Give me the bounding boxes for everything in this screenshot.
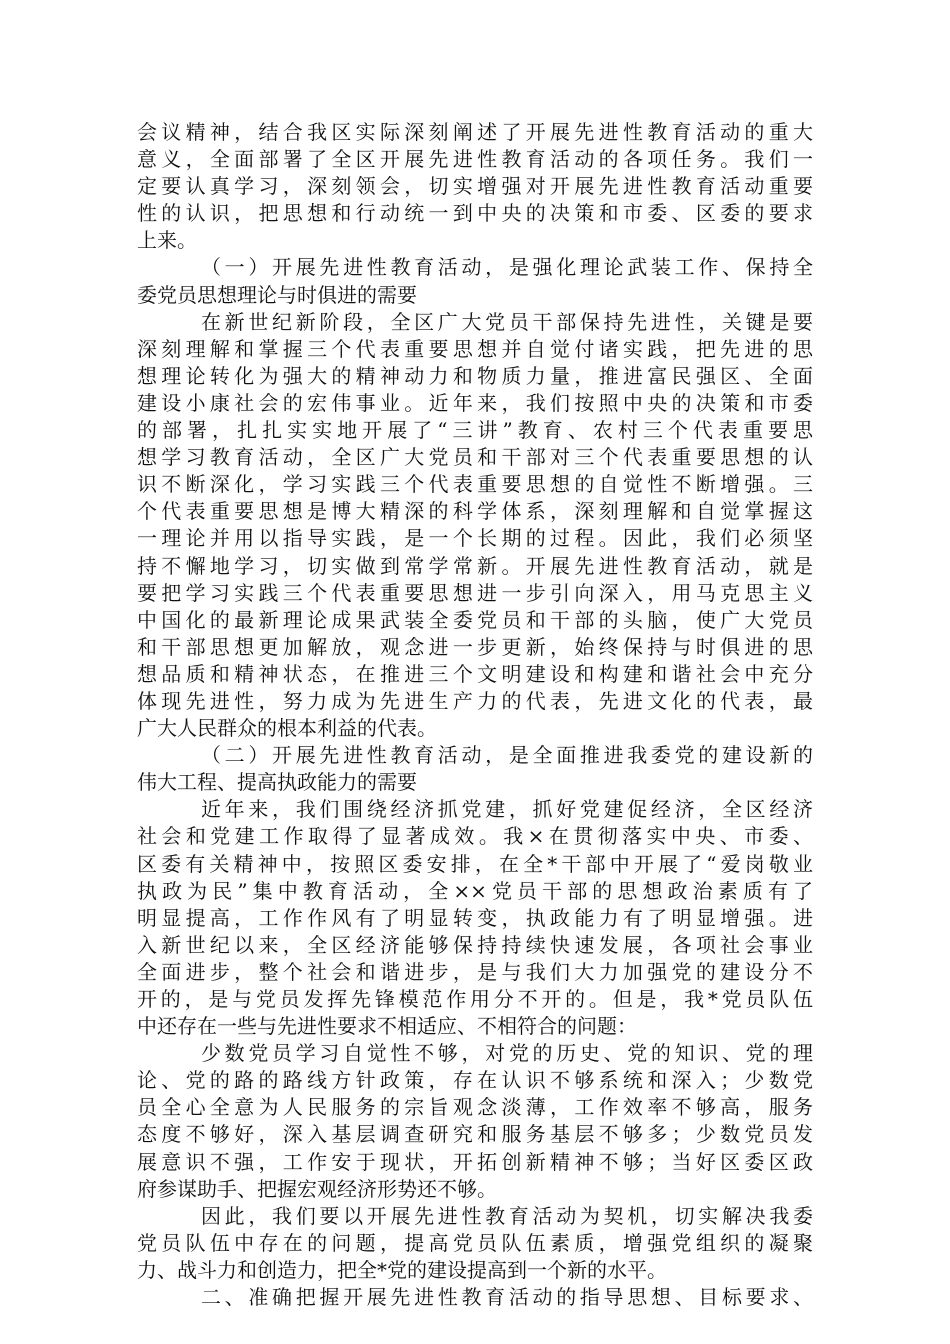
paragraph-first-line: 因此，我们要以开展先进性教育活动为契机，切实解决我委 [201, 1203, 813, 1228]
text-line: 性的认识，把思想和行动统一到中央的决策和市委、区委的要求 [137, 201, 813, 226]
section-heading-line: 伟大工程、提高执政能力的需要 [137, 770, 417, 795]
text-line: 中还存在一些与先进性要求不相适应、不相符合的问题： [137, 1014, 637, 1039]
text-line: 体现先进性，努力成为先进生产力的代表，先进文化的代表，最 [137, 688, 813, 713]
text-line: 明显提高，工作作风有了明显转变，执政能力有了明显增强。进 [137, 905, 813, 930]
text-line: 深刻理解和掌握三个代表重要思想并自觉付诸实践，把先进的思 [137, 336, 813, 361]
text-line: 意义，全面部署了全区开展先进性教育活动的各项任务。我们一 [137, 147, 813, 172]
text-line: 想学习教育活动，全区广大党员和干部对三个代表重要思想的认 [137, 445, 813, 470]
text-line: 和干部思想更加解放，观念进一步更新，始终保持与时俱进的思 [137, 634, 813, 659]
text-line: 建设小康社会的宏伟事业。近年来，我们按照中央的决策和市委 [137, 390, 813, 415]
text-line: 区委有关精神中，按照区委安排，在全*干部中开展了“爱岗敬业 [137, 851, 813, 876]
section-heading-line: 二、准确把握开展先进性教育活动的指导思想、目标要求、 [201, 1285, 813, 1310]
paragraph-first-line: 近年来，我们围绕经济抓党建，抓好党建促经济，全区经济 [201, 797, 813, 822]
section-heading-line: （一）开展先进性教育活动，是强化理论武装工作、保持全 [201, 255, 813, 280]
text-line: 会议精神，结合我区实际深刻阐述了开展先进性教育活动的重大 [137, 120, 813, 144]
text-line: 展意识不强，工作安于现状，开拓创新精神不够；当好区委区政 [137, 1149, 813, 1174]
text-line: 识不断深化，学习实践三个代表重要思想的自觉性不断增强。三 [137, 472, 813, 497]
text-line: 定要认真学习，深刻领会，切实增强对开展先进性教育活动重要 [137, 174, 813, 199]
section-heading-line: （二）开展先进性教育活动，是全面推进我委党的建设新的 [201, 743, 813, 768]
text-line: 党员队伍中存在的问题，提高党员队伍素质，增强党组织的凝聚 [137, 1230, 813, 1255]
text-line: 个代表重要思想是博大精深的科学体系，深刻理解和自觉掌握这 [137, 499, 813, 524]
text-line: 态度不够好，深入基层调查研究和服务基层不够多；少数党员发 [137, 1122, 813, 1147]
text-line: 府参谋助手、把握宏观经济形势还不够。 [137, 1176, 497, 1201]
text-line: 论、党的路的路线方针政策，存在认识不够系统和深入；少数党 [137, 1068, 813, 1093]
section-heading-line: 委党员思想理论与时俱进的需要 [137, 282, 417, 307]
text-line: 的部署，扎扎实实地开展了“三讲”教育、农村三个代表重要思 [137, 418, 813, 443]
text-line: 想理论转化为强大的精神动力和物质力量，推进富民强区、全面 [137, 363, 813, 388]
text-line: 全面进步，整个社会和谐进步，是与我们大力加强党的建设分不 [137, 959, 813, 984]
paragraph-first-line: 少数党员学习自觉性不够，对党的历史、党的知识、党的理 [201, 1041, 813, 1066]
text-line: 上来。 [137, 228, 197, 253]
text-line: 广大人民群众的根本利益的代表。 [137, 716, 437, 741]
text-line: 员全心全意为人民服务的宗旨观念淡薄，工作效率不够高，服务 [137, 1095, 813, 1120]
text-line: 中国化的最新理论成果武装全委党员和干部的头脑，使广大党员 [137, 607, 813, 632]
text-line: 执政为民”集中教育活动，全××党员干部的思想政治素质有了 [137, 878, 813, 903]
text-line: 要把学习实践三个代表重要思想进一步引向深入，用马克思主义 [137, 580, 813, 605]
text-line: 入新世纪以来，全区经济能够保持持续快速发展，各项社会事业 [137, 932, 813, 957]
text-line: 社会和党建工作取得了显著成效。我×在贯彻落实中央、市委、 [137, 824, 813, 849]
text-line: 想品质和精神状态，在推进三个文明建设和构建和谐社会中充分 [137, 661, 813, 686]
document-body [137, 119, 813, 1311]
text-line: 开的，是与党员发挥先锋模范作用分不开的。但是，我*党员队伍 [137, 987, 813, 1011]
text-line: 一理论并用以指导实践，是一个长期的过程。因此，我们必须坚 [137, 526, 813, 551]
text-line: 持不懈地学习，切实做到常学常新。开展先进性教育活动，就是 [137, 553, 813, 578]
text-line: 力、战斗力和创造力，把全*党的建设提高到一个新的水平。 [137, 1257, 667, 1282]
paragraph-first-line: 在新世纪新阶段，全区广大党员干部保持先进性，关键是要 [201, 309, 813, 334]
